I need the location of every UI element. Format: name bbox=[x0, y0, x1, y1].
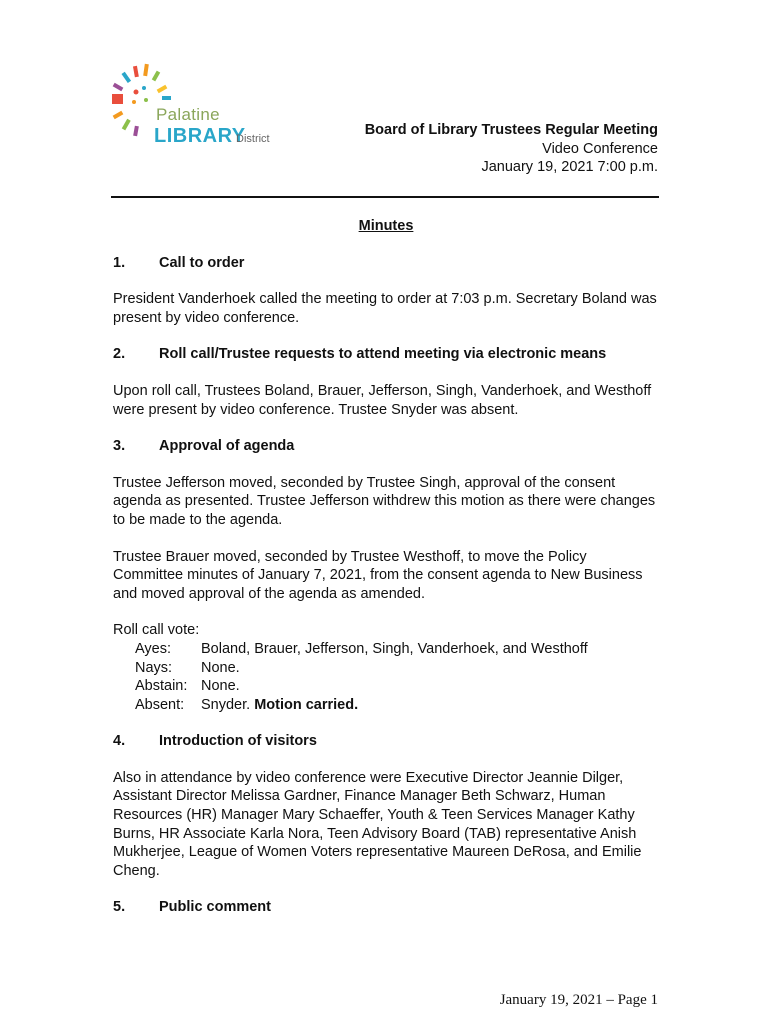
section-title: Introduction of visitors bbox=[159, 733, 317, 750]
section-number: 1. bbox=[113, 254, 126, 271]
section-number: 4. bbox=[113, 733, 126, 750]
vote-label: Absent: bbox=[135, 696, 185, 713]
vote-value: None. bbox=[201, 659, 240, 676]
logo-word-palatine: Palatine bbox=[156, 105, 220, 124]
vote-label: Ayes: bbox=[135, 640, 172, 657]
minutes-heading: Minutes bbox=[358, 218, 414, 234]
section-number: 3. bbox=[113, 438, 126, 455]
header-divider bbox=[111, 196, 659, 198]
section-title: Public comment bbox=[159, 899, 271, 916]
page-footer: January 19, 2021 – Page 1 bbox=[499, 992, 658, 1008]
section-heading-agenda bbox=[113, 437, 659, 456]
roll-call-text: Upon roll call, Trustees Boland, Brauer, Jefferson, Singh, Vanderhoek, and Westhoff were present by video conference. Trustee Snyder was absent. bbox=[113, 382, 652, 418]
section-title: Call to order bbox=[159, 254, 245, 271]
vote-row-nays bbox=[113, 659, 659, 678]
agenda-motion-text: Trustee Jefferson moved, seconded by Trustee Singh, approval of the consent agenda as presented. Trustee Jefferson withdrew this motion as there were changes to be made to the agenda. bbox=[113, 474, 656, 528]
section-heading-visitors bbox=[113, 732, 659, 751]
palatine-library-logo bbox=[106, 62, 286, 152]
section-heading-roll-call bbox=[113, 345, 659, 364]
vote-value: Boland, Brauer, Jefferson, Singh, Vanderhoek, and Westhoff bbox=[201, 640, 588, 657]
agenda-amended-text: Trustee Brauer moved, seconded by Trustee Westhoff, to move the Policy Committee minutes of January 7, 2021, from the consent agenda to New Business and moved approval of the agenda as amended. bbox=[113, 548, 643, 602]
section-title: Approval of agenda bbox=[159, 438, 295, 455]
section-heading-call-to-order bbox=[113, 254, 659, 273]
logo-word-library: LIBRARY bbox=[154, 125, 246, 147]
meeting-subtitle: Video Conference bbox=[542, 140, 658, 157]
meeting-header bbox=[365, 121, 658, 177]
logo-word-district: District bbox=[236, 133, 270, 145]
call-to-order-text: President Vanderhoek called the meeting to order at 7:03 p.m. Secretary Boland was present by video conference. bbox=[113, 291, 657, 326]
vote-heading: Roll call vote: bbox=[113, 622, 200, 639]
vote-label: Abstain: bbox=[135, 678, 188, 695]
visitors-text: Also in attendance by video conference were Executive Director Jeannie Dilger, Assistant Director Melissa Gardner, Finance Manager Beth Schwarz, Human Resources (HR) Manager Mary Schaeffer, Youth & Teen Services Manager Kathy Burns, HR Associate Karla Nora, Teen Advisory Board (TAB) representative Anish Mukherjee, League of Women Voters representative Maureen DeRosa, and Emilie Cheng. bbox=[113, 769, 642, 879]
vote-value: Snyder. bbox=[201, 696, 251, 713]
roll-call-vote bbox=[113, 621, 659, 714]
vote-row-ayes bbox=[113, 640, 659, 659]
meeting-date: January 19, 2021 7:00 p.m. bbox=[481, 159, 658, 175]
motion-result: Motion carried. bbox=[254, 696, 359, 713]
vote-row-abstain bbox=[113, 677, 659, 696]
section-number: 5. bbox=[113, 899, 126, 916]
vote-label: Nays: bbox=[135, 659, 173, 676]
minutes-body bbox=[113, 217, 659, 935]
vote-value: None. bbox=[201, 678, 240, 695]
section-number: 2. bbox=[113, 346, 126, 363]
section-heading-public-comment bbox=[113, 898, 659, 917]
vote-row-absent bbox=[113, 696, 659, 715]
meeting-title: Board of Library Trustees Regular Meeting bbox=[364, 122, 658, 138]
section-title: Roll call/Trustee requests to attend meeting via electronic means bbox=[159, 346, 607, 363]
